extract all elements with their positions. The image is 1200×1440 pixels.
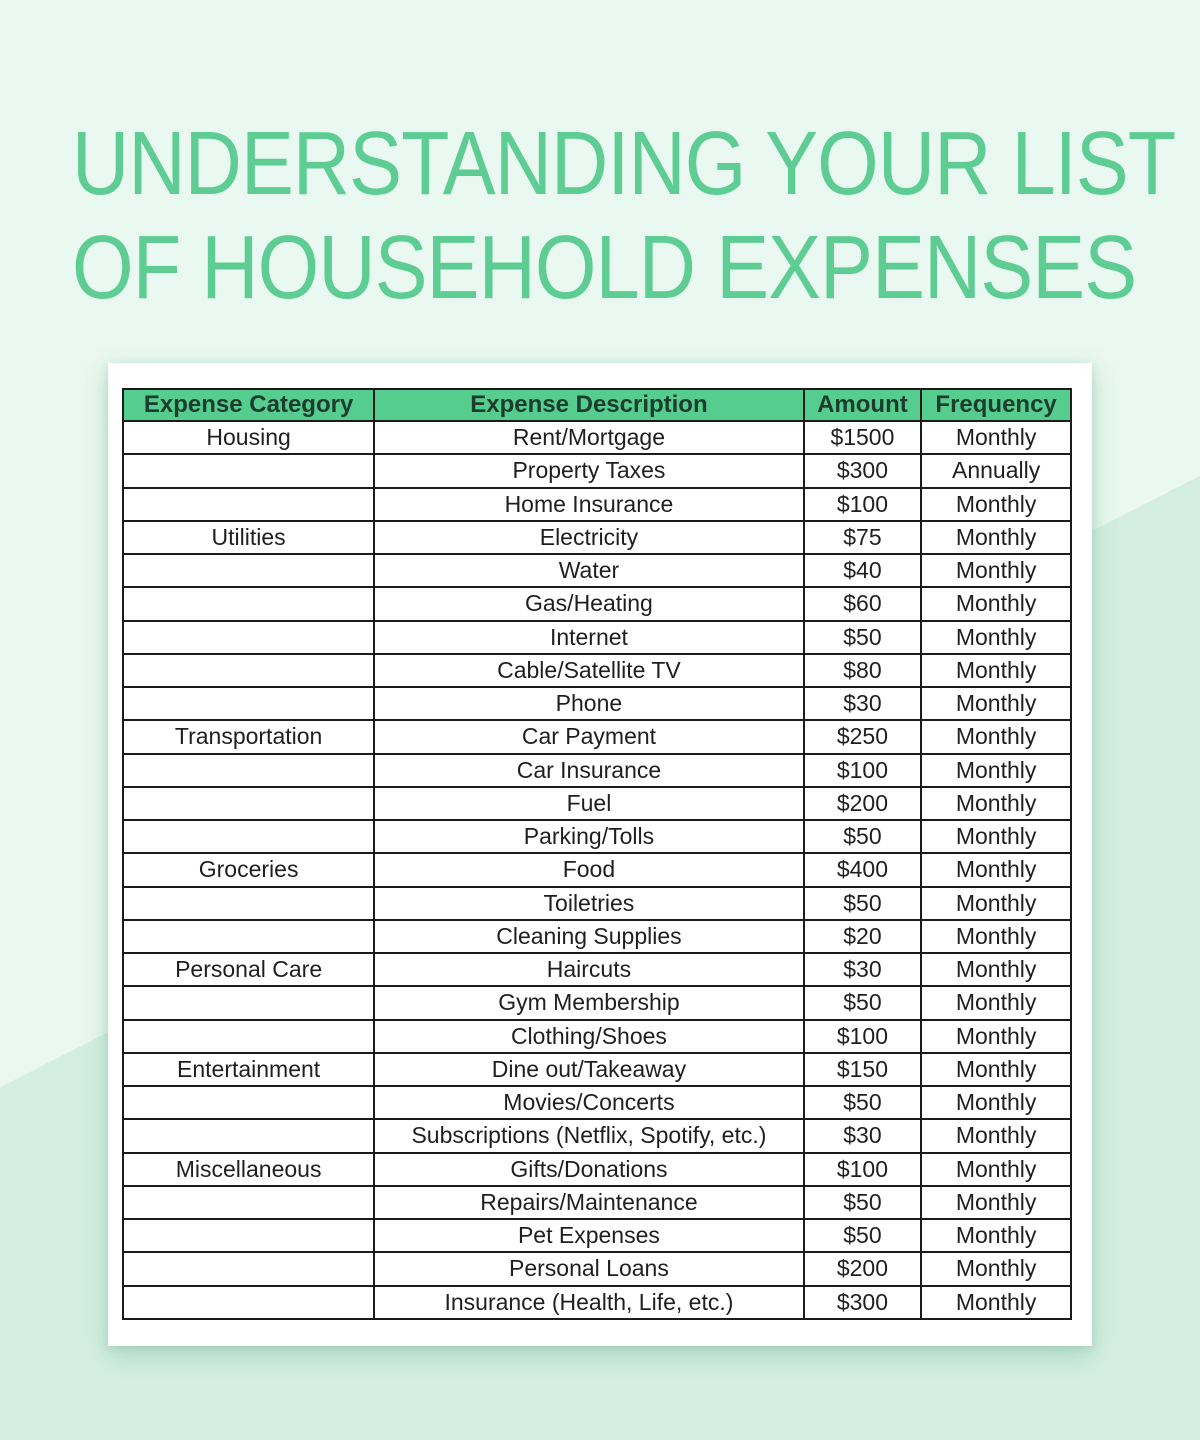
expense-description-cell: Movies/Concerts bbox=[374, 1086, 803, 1119]
expense-description-cell: Parking/Tolls bbox=[374, 820, 803, 853]
frequency-cell: Monthly bbox=[921, 1286, 1071, 1320]
amount-cell: $50 bbox=[804, 986, 922, 1019]
expense-category-cell: Groceries bbox=[123, 853, 374, 886]
amount-cell: $50 bbox=[804, 887, 922, 920]
expense-description-cell: Car Payment bbox=[374, 720, 803, 753]
table-row bbox=[123, 1219, 1071, 1252]
table-row bbox=[123, 887, 1071, 920]
expense-category-cell bbox=[123, 754, 374, 787]
expense-description-cell: Dine out/Takeaway bbox=[374, 1053, 803, 1086]
expense-description-cell: Cable/Satellite TV bbox=[374, 654, 803, 687]
expense-description-cell: Internet bbox=[374, 621, 803, 654]
column-header-expense-description: Expense Description bbox=[374, 389, 803, 421]
frequency-cell: Monthly bbox=[921, 754, 1071, 787]
expense-description-cell: Personal Loans bbox=[374, 1252, 803, 1285]
amount-cell: $250 bbox=[804, 720, 922, 753]
expense-category-cell bbox=[123, 1286, 374, 1320]
frequency-cell: Monthly bbox=[921, 1020, 1071, 1053]
table-row bbox=[123, 754, 1071, 787]
frequency-cell: Monthly bbox=[921, 521, 1071, 554]
frequency-cell: Monthly bbox=[921, 488, 1071, 521]
amount-cell: $60 bbox=[804, 587, 922, 620]
table-row bbox=[123, 621, 1071, 654]
expense-description-cell: Toiletries bbox=[374, 887, 803, 920]
expense-description-cell: Car Insurance bbox=[374, 754, 803, 787]
amount-cell: $300 bbox=[804, 454, 922, 487]
expense-description-cell: Cleaning Supplies bbox=[374, 920, 803, 953]
expense-description-cell: Insurance (Health, Life, etc.) bbox=[374, 1286, 803, 1320]
table-row bbox=[123, 920, 1071, 953]
amount-cell: $20 bbox=[804, 920, 922, 953]
table-row bbox=[123, 986, 1071, 1019]
expense-category-cell: Utilities bbox=[123, 521, 374, 554]
frequency-cell: Monthly bbox=[921, 1186, 1071, 1219]
amount-cell: $30 bbox=[804, 1119, 922, 1152]
expense-card bbox=[108, 363, 1092, 1346]
expense-description-cell: Gym Membership bbox=[374, 986, 803, 1019]
expense-description-cell: Gas/Heating bbox=[374, 587, 803, 620]
expense-category-cell: Miscellaneous bbox=[123, 1153, 374, 1186]
table-row bbox=[123, 1286, 1071, 1320]
expense-category-cell bbox=[123, 920, 374, 953]
table-row bbox=[123, 1153, 1071, 1186]
table-row bbox=[123, 1053, 1071, 1086]
frequency-cell: Monthly bbox=[921, 1086, 1071, 1119]
amount-cell: $200 bbox=[804, 1252, 922, 1285]
frequency-cell: Monthly bbox=[921, 421, 1071, 454]
expense-category-cell bbox=[123, 621, 374, 654]
page-title-line-2: OF HOUSEHOLD EXPENSES bbox=[72, 218, 1137, 318]
table-row bbox=[123, 454, 1071, 487]
expense-description-cell: Fuel bbox=[374, 787, 803, 820]
header-row bbox=[123, 389, 1071, 421]
amount-cell: $100 bbox=[804, 488, 922, 521]
table-row bbox=[123, 820, 1071, 853]
table-row bbox=[123, 1020, 1071, 1053]
frequency-cell: Monthly bbox=[921, 953, 1071, 986]
frequency-cell: Monthly bbox=[921, 787, 1071, 820]
frequency-cell: Annually bbox=[921, 454, 1071, 487]
table-row bbox=[123, 554, 1071, 587]
expense-category-cell bbox=[123, 1020, 374, 1053]
expense-category-cell bbox=[123, 1219, 374, 1252]
expense-table-header bbox=[123, 389, 1071, 421]
expense-description-cell: Water bbox=[374, 554, 803, 587]
table-row bbox=[123, 421, 1071, 454]
amount-cell: $1500 bbox=[804, 421, 922, 454]
amount-cell: $50 bbox=[804, 1219, 922, 1252]
table-row bbox=[123, 587, 1071, 620]
table-row bbox=[123, 521, 1071, 554]
frequency-cell: Monthly bbox=[921, 554, 1071, 587]
frequency-cell: Monthly bbox=[921, 1119, 1071, 1152]
table-row bbox=[123, 1186, 1071, 1219]
frequency-cell: Monthly bbox=[921, 1053, 1071, 1086]
amount-cell: $200 bbox=[804, 787, 922, 820]
column-header-amount: Amount bbox=[804, 389, 922, 421]
frequency-cell: Monthly bbox=[921, 587, 1071, 620]
table-row bbox=[123, 720, 1071, 753]
page-title bbox=[72, 112, 1176, 320]
frequency-cell: Monthly bbox=[921, 654, 1071, 687]
expense-description-cell: Subscriptions (Netflix, Spotify, etc.) bbox=[374, 1119, 803, 1152]
frequency-cell: Monthly bbox=[921, 920, 1071, 953]
frequency-cell: Monthly bbox=[921, 1219, 1071, 1252]
expense-category-cell: Personal Care bbox=[123, 953, 374, 986]
amount-cell: $50 bbox=[804, 1086, 922, 1119]
expense-category-cell bbox=[123, 654, 374, 687]
expense-description-cell: Clothing/Shoes bbox=[374, 1020, 803, 1053]
frequency-cell: Monthly bbox=[921, 621, 1071, 654]
table-row bbox=[123, 853, 1071, 886]
table-row bbox=[123, 687, 1071, 720]
expense-category-cell bbox=[123, 488, 374, 521]
expense-category-cell bbox=[123, 554, 374, 587]
expense-description-cell: Pet Expenses bbox=[374, 1219, 803, 1252]
expense-category-cell bbox=[123, 1086, 374, 1119]
amount-cell: $30 bbox=[804, 687, 922, 720]
page-title-line-1: UNDERSTANDING YOUR LIST bbox=[72, 114, 1176, 214]
table-row bbox=[123, 953, 1071, 986]
expense-description-cell: Phone bbox=[374, 687, 803, 720]
amount-cell: $100 bbox=[804, 1020, 922, 1053]
expense-category-cell bbox=[123, 687, 374, 720]
amount-cell: $300 bbox=[804, 1286, 922, 1320]
expense-description-cell: Food bbox=[374, 853, 803, 886]
expense-category-cell bbox=[123, 986, 374, 1019]
amount-cell: $100 bbox=[804, 754, 922, 787]
expense-category-cell: Housing bbox=[123, 421, 374, 454]
expense-description-cell: Electricity bbox=[374, 521, 803, 554]
table-row bbox=[123, 654, 1071, 687]
expense-description-cell: Rent/Mortgage bbox=[374, 421, 803, 454]
expense-description-cell: Home Insurance bbox=[374, 488, 803, 521]
expense-description-cell: Gifts/Donations bbox=[374, 1153, 803, 1186]
column-header-expense-category: Expense Category bbox=[123, 389, 374, 421]
amount-cell: $75 bbox=[804, 521, 922, 554]
expense-category-cell bbox=[123, 887, 374, 920]
frequency-cell: Monthly bbox=[921, 887, 1071, 920]
expense-category-cell bbox=[123, 1252, 374, 1285]
amount-cell: $30 bbox=[804, 953, 922, 986]
amount-cell: $100 bbox=[804, 1153, 922, 1186]
table-row bbox=[123, 1119, 1071, 1152]
amount-cell: $400 bbox=[804, 853, 922, 886]
frequency-cell: Monthly bbox=[921, 687, 1071, 720]
table-row bbox=[123, 787, 1071, 820]
table-row bbox=[123, 488, 1071, 521]
amount-cell: $50 bbox=[804, 621, 922, 654]
frequency-cell: Monthly bbox=[921, 720, 1071, 753]
table-row bbox=[123, 1086, 1071, 1119]
expense-table bbox=[122, 388, 1072, 1320]
expense-category-cell: Transportation bbox=[123, 720, 374, 753]
amount-cell: $50 bbox=[804, 820, 922, 853]
expense-category-cell bbox=[123, 454, 374, 487]
column-header-frequency: Frequency bbox=[921, 389, 1071, 421]
expense-category-cell bbox=[123, 1119, 374, 1152]
frequency-cell: Monthly bbox=[921, 820, 1071, 853]
expense-category-cell bbox=[123, 587, 374, 620]
amount-cell: $80 bbox=[804, 654, 922, 687]
amount-cell: $50 bbox=[804, 1186, 922, 1219]
expense-table-body bbox=[123, 421, 1071, 1319]
frequency-cell: Monthly bbox=[921, 1252, 1071, 1285]
amount-cell: $40 bbox=[804, 554, 922, 587]
frequency-cell: Monthly bbox=[921, 986, 1071, 1019]
table-row bbox=[123, 1252, 1071, 1285]
expense-category-cell bbox=[123, 1186, 374, 1219]
frequency-cell: Monthly bbox=[921, 853, 1071, 886]
amount-cell: $150 bbox=[804, 1053, 922, 1086]
expense-description-cell: Haircuts bbox=[374, 953, 803, 986]
expense-category-cell bbox=[123, 820, 374, 853]
expense-category-cell: Entertainment bbox=[123, 1053, 374, 1086]
expense-description-cell: Property Taxes bbox=[374, 454, 803, 487]
expense-description-cell: Repairs/Maintenance bbox=[374, 1186, 803, 1219]
expense-category-cell bbox=[123, 787, 374, 820]
frequency-cell: Monthly bbox=[921, 1153, 1071, 1186]
